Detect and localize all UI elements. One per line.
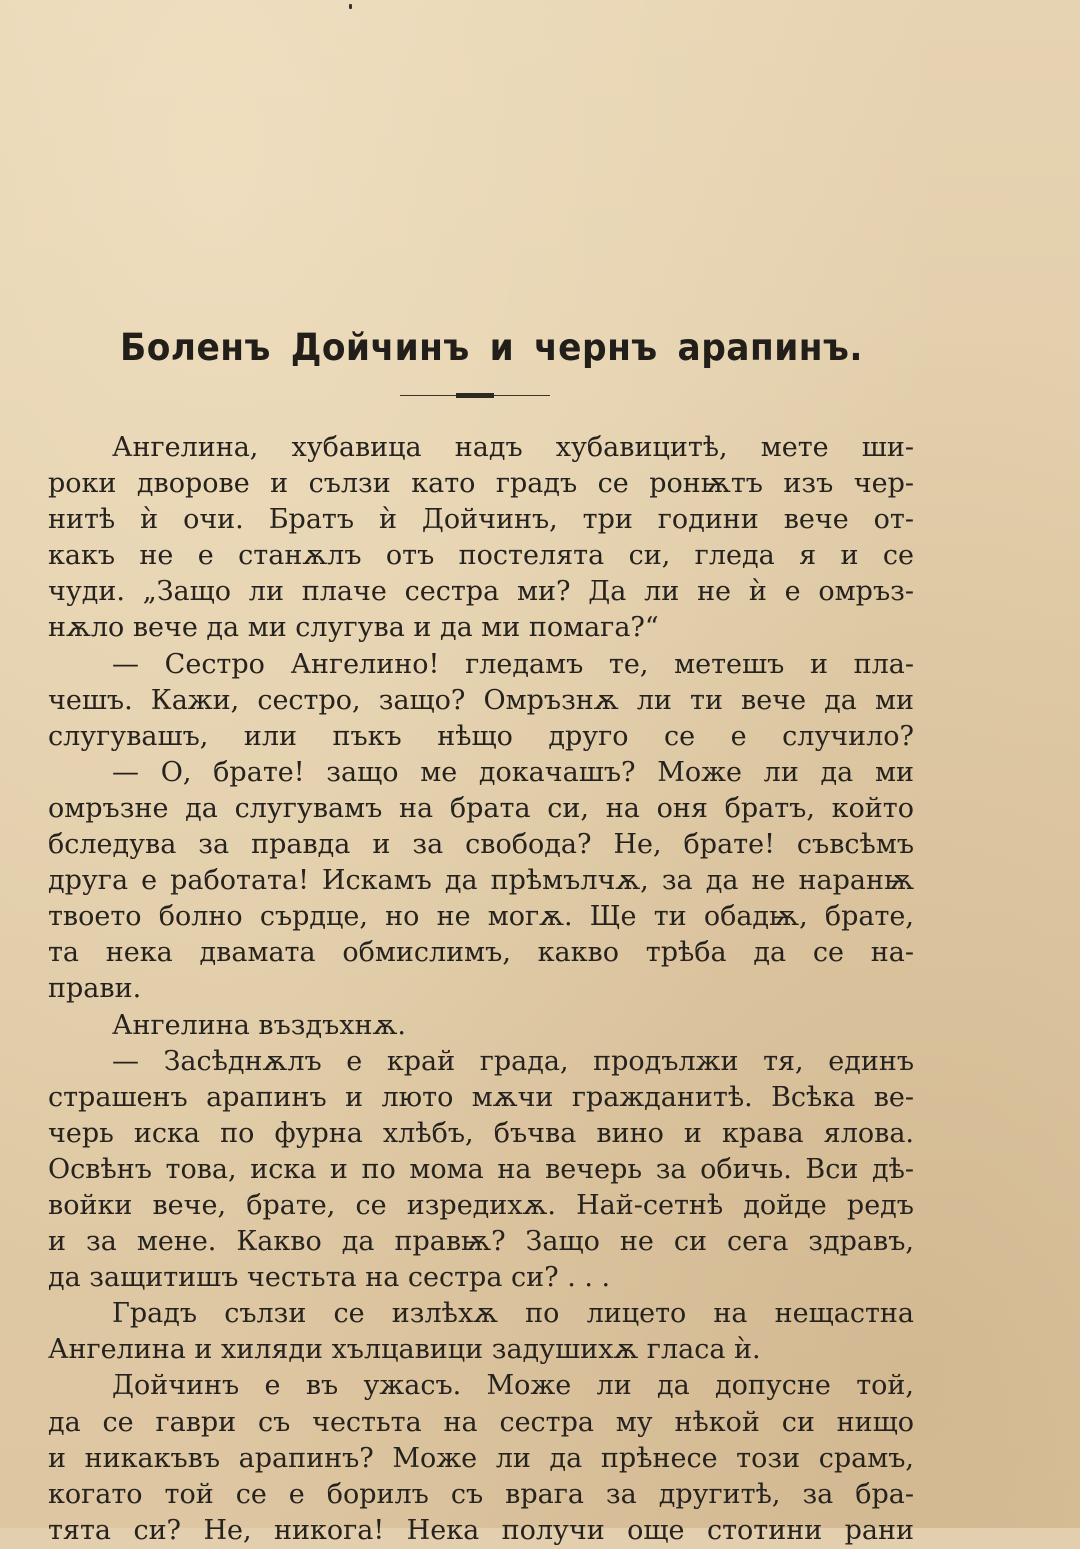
text-line: и за мене. Какво да правѭ? Защо не си сега здравъ, <box>48 1226 914 1258</box>
text-line: та нека двамата обмислимъ, какво трѣба да се на- <box>48 937 914 969</box>
text-line: когато той се е борилъ съ врага за другитѣ, за бра- <box>48 1478 914 1510</box>
text-line: страшенъ арапинъ и люто мѫчи гражданитѣ. Всѣка ве- <box>48 1081 914 1113</box>
text-line: роки дворове и сълзи като градъ се ронѭтъ изъ чер- <box>48 468 914 500</box>
text-line: — О, брате! защо ме докачашъ? Може ли да ми <box>112 756 914 788</box>
text-line: Градъ сълзи се излѣхѫ по лицето на нещастна <box>112 1298 914 1330</box>
text-line: да защитишъ честьта на сестра си? . . . <box>48 1262 611 1294</box>
story-text <box>48 430 914 1549</box>
text-line: омръзне да слугувамъ на брата си, на оня братъ, който <box>48 792 914 824</box>
text-line: нитѣ ѝ очи. Братъ ѝ Дойчинъ, три години вече от- <box>48 504 914 536</box>
chapter-title: Боленъ Дойчинъ и чернъ арапинъ. <box>120 326 863 369</box>
text-line: да се гаври съ честьта на сестра му нѣкой си нищо <box>48 1406 914 1438</box>
title-ornament-divider <box>400 393 550 399</box>
text-line: — Сестро Ангелино! гледамъ те, метешъ и пла- <box>112 648 914 680</box>
ornament-bar <box>456 393 494 398</box>
text-line: прави. <box>48 973 142 1005</box>
text-line: черь иска по фурна хлѣбъ, бъчва вино и крава ялова. <box>48 1117 914 1149</box>
text-line: слугувашъ, или пъкъ нѣщо друго се е случило? <box>48 720 914 752</box>
text-line: друга е работата! Искамъ да прѣмълчѫ, за да не наранѭ <box>48 865 914 897</box>
text-line: Ангелина въздъхнѫ. <box>112 1009 406 1041</box>
text-line: Дойчинъ е въ ужасъ. Може ли да допусне той, <box>112 1370 914 1402</box>
text-line: чуди. „Защо ли плаче сестра ми? Да ли не ѝ е омръз- <box>48 576 914 608</box>
text-line: твоето болно сърдце, но не могѫ. Ще ти обадѭ, брате, <box>48 901 914 933</box>
ink-speck <box>349 4 352 9</box>
text-line: Освѣнъ това, иска и по мома на вечерь за обичь. Вси дѣ- <box>48 1153 914 1185</box>
text-line: войки вече, брате, се изредихѫ. Най-сетнѣ дойде редъ <box>48 1189 914 1221</box>
text-line: чешъ. Кажи, сестро, защо? Омръзнѫ ли ти вече да ми <box>48 684 914 716</box>
text-line: какъ не е станѫлъ отъ постелята си, гледа я и се <box>48 540 914 572</box>
text-line: — Засѣднѫлъ е край града, продължи тя, единъ <box>112 1045 914 1077</box>
text-line: бcледува за правда и за свобода? Не, брате! съвсѣмъ <box>48 829 914 861</box>
text-line: Ангелина, хубавица надъ хубавицитѣ, мете ши- <box>112 432 914 463</box>
text-line: тята си? Не, никога! Нека получи още стотини рани <box>48 1514 914 1546</box>
text-line: нѫло вече да ми слугува и да ми помага?“ <box>48 612 659 644</box>
text-line: и никакъвъ арапинъ? Може ли да прѣнесе този срамъ, <box>48 1442 914 1474</box>
text-line: Ангелина и хиляди хълцавици задушихѫ гласа ѝ. <box>48 1334 761 1366</box>
